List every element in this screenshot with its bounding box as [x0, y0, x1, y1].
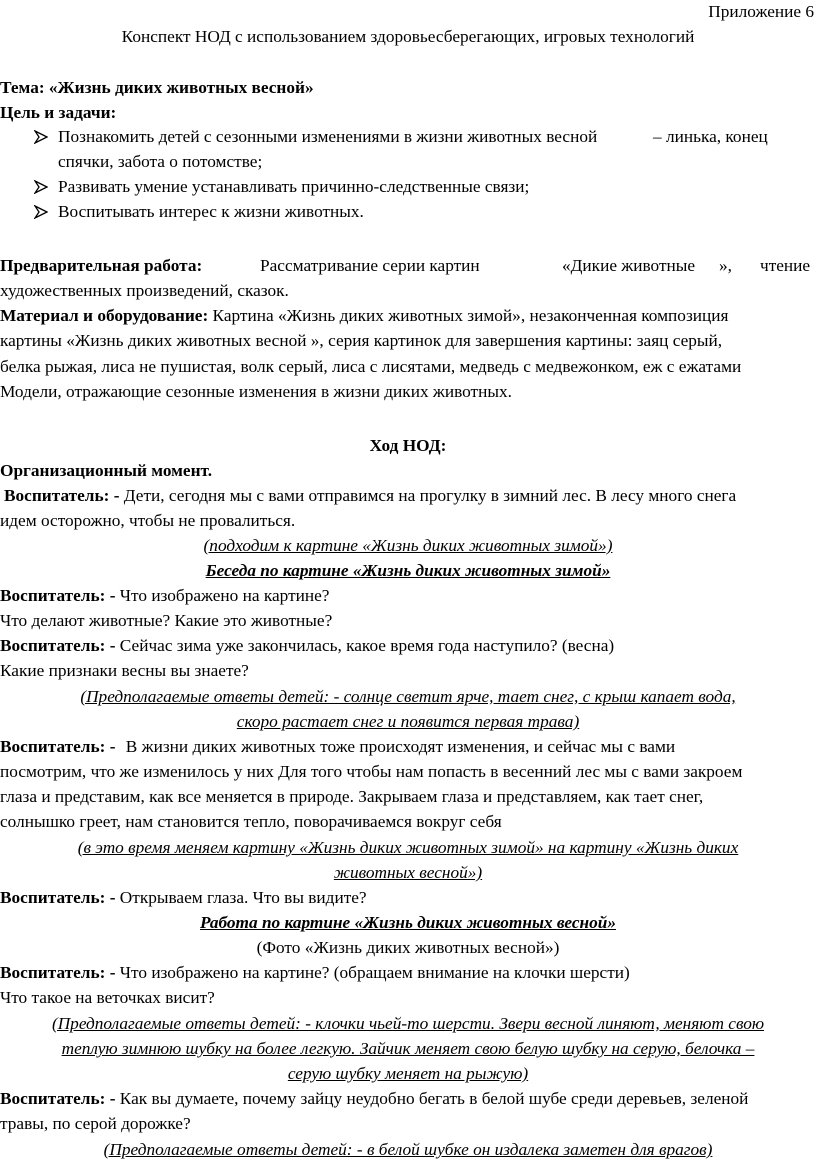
expected-answers: скоро растает снег и появится первая трава): [236, 712, 580, 731]
preliminary-work-line2: художественных произведений, сказок.: [0, 281, 289, 300]
teacher-label: Воспитатель: -: [0, 1089, 116, 1108]
organizational-moment-heading: Организационный момент.: [0, 461, 213, 480]
photo-caption: (Фото «Жизнь диких животных весной»): [256, 938, 560, 957]
teacher-line: [0, 735, 816, 759]
teacher-text: Сейчас зима уже закончилась, какое время года наступило? (весна): [119, 636, 615, 655]
materials-line: картины «Жизнь диких животных весной », серия картинок для завершения картины: заяц серый,: [0, 331, 723, 350]
teacher-text-continued: посмотрим, что же изменилось у них Для того чтобы нам попасть в весенний лес мы с вами закроем: [0, 762, 743, 781]
preliminary-work-text: чтение: [760, 256, 811, 275]
teacher-label: Воспитатель: -: [0, 963, 116, 982]
goal-text: Познакомить детей с сезонными изменениями в жизни животных весной: [58, 127, 598, 146]
teacher-line: [0, 484, 816, 508]
teacher-text-continued: идем осторожно, чтобы не провалиться.: [0, 511, 296, 530]
teacher-label: Воспитатель: -: [0, 636, 116, 655]
appendix-label: Приложение 6: [708, 2, 814, 21]
section-heading-winter: Беседа по картине «Жизнь диких животных зимой»: [205, 561, 611, 580]
teacher-line: [0, 634, 816, 658]
expected-answers: теплую зимнюю шубку на более легкую. Зайчик меняет свою белую шубку на серую, белочка –: [61, 1039, 755, 1058]
teacher-line: [0, 1087, 816, 1111]
goal-text-wrap: спячки, забота о потомстве;: [58, 152, 263, 171]
goal-text-continued: – линька, конец: [653, 127, 768, 146]
course-heading: Ход НОД:: [369, 436, 447, 455]
teacher-text: В жизни диких животных тоже происходят изменения, и сейчас мы с вами: [125, 737, 676, 756]
materials-line: Модели, отражающие сезонные изменения в жизни диких животных.: [0, 382, 512, 401]
goal-text: Развивать умение устанавливать причинно-следственные связи;: [58, 177, 530, 196]
expected-answers: серую шубку меняет на рыжую): [287, 1064, 529, 1083]
teacher-text: Что изображено на картине?: [119, 586, 330, 605]
stage-direction: животных весной»): [333, 863, 483, 882]
question-line: Что делают животные? Какие это животные?: [0, 611, 333, 630]
topic-heading: Тема: «Жизнь диких животных весной»: [0, 78, 314, 97]
goal-item: [0, 200, 816, 224]
section-heading-spring: Работа по картине «Жизнь диких животных весной»: [199, 913, 617, 932]
teacher-text: Дети, сегодня мы с вами отправимся на прогулку в зимний лес. В лесу много снега: [123, 486, 737, 505]
document-title: Конспект НОД с использованием здоровьесберегающих, игровых технологий: [121, 27, 695, 46]
teacher-line: [0, 961, 816, 985]
teacher-text-continued: солнышко греет, нам становится тепло, поворачиваемся вокруг себя: [0, 812, 502, 831]
materials-line: белка рыжая, лиса не пушистая, волк серый, лиса с лисятами, медведь с медвежонком, еж с ежатами: [0, 357, 742, 376]
preliminary-work-text: »,: [719, 256, 732, 275]
teacher-text: Что изображено на картине? (обращаем внимание на клочки шерсти): [119, 963, 630, 982]
materials-text: Картина «Жизнь диких животных зимой», незаконченная композиция: [212, 306, 729, 325]
arrow-bullet-icon: [34, 180, 48, 194]
goal-item: [0, 175, 816, 199]
teacher-text-continued: травы, по серой дорожке?: [0, 1114, 191, 1133]
goal-item: [0, 125, 816, 149]
teacher-line: [0, 584, 816, 608]
arrow-bullet-icon: [34, 130, 48, 144]
materials-label: Материал и оборудование:: [0, 306, 209, 325]
materials-line: [0, 304, 816, 328]
teacher-label: Воспитатель: -: [0, 737, 116, 756]
goal-text: Воспитывать интерес к жизни животных.: [58, 202, 364, 221]
expected-answers: (Предполагаемые ответы детей: - клочки чьей-то шерсти. Звери весной линяют, меняют свою: [51, 1014, 765, 1033]
teacher-text-continued: глаза и представим, как все меняется в природе. Закрываем глаза и представляем, как тает снег,: [0, 787, 704, 806]
teacher-label: Воспитатель: -: [0, 888, 116, 907]
teacher-label: Воспитатель: -: [0, 586, 116, 605]
stage-direction: (в это время меняем картину «Жизнь диких животных зимой» на картину «Жизнь диких: [77, 838, 739, 857]
preliminary-work-text: Рассматривание серии картин: [260, 256, 480, 275]
arrow-bullet-icon: [34, 205, 48, 219]
expected-answers: (Предполагаемые ответы детей: - в белой шубке он издалека заметен для врагов): [103, 1140, 713, 1159]
teacher-text: Как вы думаете, почему зайцу неудобно бегать в белой шубе среди деревьев, зеленой: [119, 1089, 749, 1108]
stage-direction: (подходим к картине «Жизнь диких животных зимой»): [203, 536, 613, 555]
preliminary-work-label: Предварительная работа:: [0, 256, 203, 275]
question-line: Какие признаки весны вы знаете?: [0, 661, 249, 680]
preliminary-work-text: «Дикие животные: [562, 256, 696, 275]
preliminary-work: [0, 254, 816, 278]
goal-item-continuation: [0, 150, 816, 174]
goals-heading: Цель и задачи:: [0, 103, 117, 122]
teacher-line: [0, 886, 816, 910]
question-line: Что такое на веточках висит?: [0, 988, 215, 1007]
teacher-text: Открываем глаза. Что вы видите?: [119, 888, 367, 907]
expected-answers: (Предполагаемые ответы детей: - солнце светит ярче, тает снег, с крыш капает вода,: [80, 687, 736, 706]
teacher-label: Воспитатель: -: [4, 486, 120, 505]
